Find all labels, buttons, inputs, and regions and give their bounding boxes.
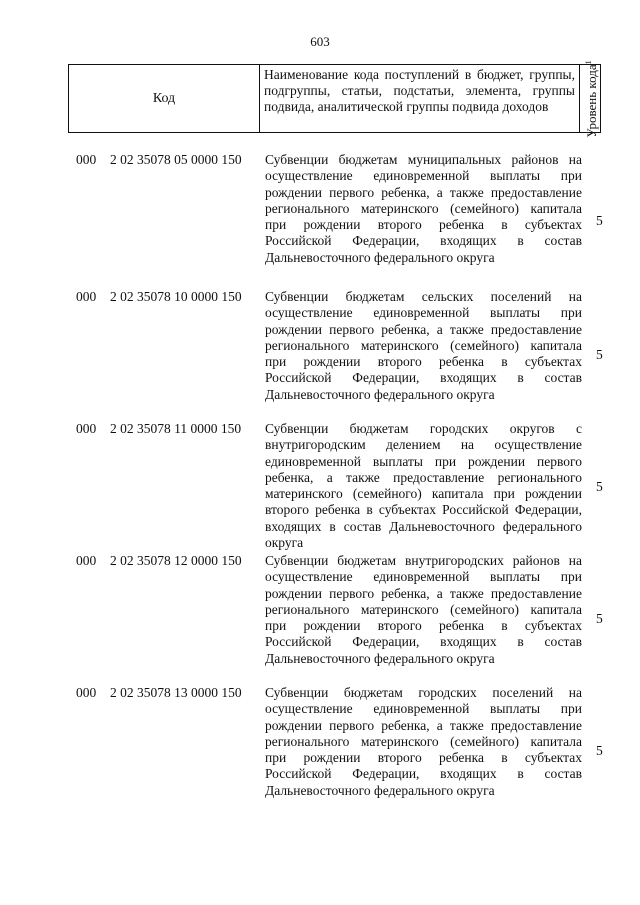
row-level: 5 [596,611,603,626]
row-admin-code: 000 [76,553,97,568]
row-income-code: 2 02 35078 13 0000 150 [110,685,242,700]
header-level-footnote: 1 [583,59,593,64]
header-level-text [582,60,598,137]
header-level [580,59,600,138]
table-row [0,289,640,421]
page-number: 603 [310,34,330,49]
row-income-code: 2 02 35078 05 0000 150 [110,152,242,167]
row-income-name: Субвенции бюджетам внутригородских районов на осуществление единовременной выплаты при рождении первого ребенка, а также предоставление регионального материнского (семейного) капитала при рождении второго ребенка в субъектах Российской Федерации, входящих в состав Дальневосточного федерального округа [265,553,582,666]
table-row [0,152,640,289]
table-row [0,685,640,817]
row-income-name: Субвенции бюджетам городских поселений на осуществление единовременной выплаты при рождении первого ребенка, а также предоставление регионального материнского (семейного) капитала при рождении второго ребенка в субъектах Российской Федерации, входящих в состав Дальневосточного федерального округа [265,685,582,798]
row-income-code: 2 02 35078 10 0000 150 [110,289,242,304]
row-income-code: 2 02 35078 12 0000 150 [110,553,242,568]
row-level: 5 [596,347,603,362]
row-level: 5 [596,212,603,228]
table-body [0,152,640,817]
row-income-name: Субвенции бюджетам городских округов с внутригородским делением на осуществление единовременной выплаты при рождении первого ребенка, а также предоставление регионального материнского (семейного) капитала при рождении второго ребенка в субъектах Российской Федерации, входящих в состав Дальневосточного федерального округа [265,421,582,551]
row-level: 5 [596,479,603,494]
header-level-label: Уровень кода [584,63,600,138]
table-row [0,421,640,553]
header-name: Наименование кода поступлений в бюджет, группы, подгруппы, статьи, подстатьи, элемента, группы подвида, аналитической группы подвида доходов [260,65,580,132]
table-row [0,553,640,685]
row-income-name: Субвенции бюджетам муниципальных районов на осуществление единовременной выплаты при рождении первого ребенка, а также предоставление регионального материнского (семейного) капитала при рождении второго ребенка в субъектах Российской Федерации, входящих в состав Дальневосточного федерального округа [265,152,582,265]
row-level: 5 [596,743,603,758]
row-income-name: Субвенции бюджетам сельских поселений на осуществление единовременной выплаты при рождении первого ребенка, а также предоставление регионального материнского (семейного) капитала при рождении второго ребенка в субъектах Российской Федерации, входящих в состав Дальневосточного федерального округа [265,289,582,402]
row-admin-code: 000 [76,421,97,436]
row-income-code: 2 02 35078 11 0000 150 [110,421,242,436]
table-header [68,59,601,138]
row-admin-code: 000 [76,685,97,700]
row-admin-code: 000 [76,289,97,304]
row-admin-code: 000 [76,152,97,167]
header-code: Код [69,65,260,132]
